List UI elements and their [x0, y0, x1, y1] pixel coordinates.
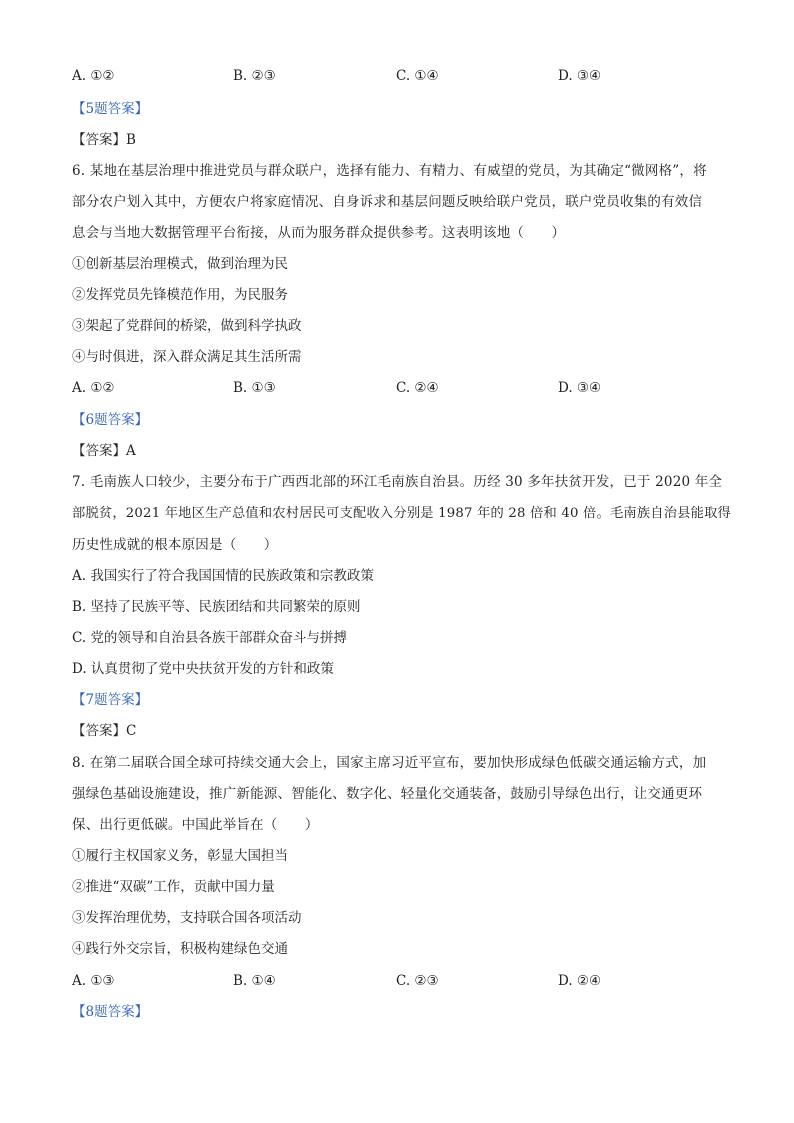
q7-choice-c: C. 党的领导和自治县各族干部群众奋斗与拼搏: [72, 630, 347, 646]
q6-statement-1: ①创新基层治理模式，做到治理为民: [72, 256, 288, 272]
q5-answer: 【答案】B: [72, 132, 136, 148]
q8-statement-2: ②推进“双碳”工作，贡献中国力量: [72, 879, 275, 895]
q8-stem-line-1: 8. 在第二届联合国全球可持续交通大会上，国家主席习近平宣布，要加快形成绿色低碳交通运输方式，加: [72, 755, 707, 771]
q6-answer-header: 【6题答案】: [72, 412, 149, 428]
q6-option-c: C. ②④: [396, 380, 439, 396]
q6-stem-line-1: 6. 某地在基层治理中推进党员与群众联户，选择有能力、有精力、有威望的党员，为其确定“微网格”，将: [72, 163, 707, 179]
q5-option-a: A. ①②: [72, 68, 115, 84]
q6-answer: 【答案】A: [72, 443, 136, 459]
q8-stem-line-2: 强绿色基础设施建设，推广新能源、智能化、数字化、轻量化交通装备，鼓励引导绿色出行，让交通更环: [72, 786, 703, 802]
q6-stem-line-3: 息会与当地大数据管理平台衔接，从而为服务群众提供参考。这表明该地（ ）: [72, 225, 566, 241]
q6-option-d: D. ③④: [558, 380, 602, 396]
q7-choice-d: D. 认真贯彻了党中央扶贫开发的方针和政策: [72, 661, 334, 677]
q7-stem-line-1: 7. 毛南族人口较少，主要分布于广西西北部的环江毛南族自治县。历经 30 多年扶贫开发，已于 2020 年全: [72, 474, 723, 490]
q7-choice-a: A. 我国实行了符合我国国情的民族政策和宗教政策: [72, 568, 374, 584]
q8-option-a: A. ①③: [72, 973, 115, 989]
q8-stem-line-3: 保、出行更低碳。中国此举旨在（ ）: [72, 817, 319, 833]
q8-answer-header: 【8题答案】: [72, 1004, 149, 1020]
q7-stem-line-3: 历史性成就的根本原因是（ ）: [72, 537, 278, 553]
q6-stem-line-2: 部分农户划入其中，方便农户将家庭情况、自身诉求和基层问题反映给联户党员，联户党员收集的有效信: [72, 194, 703, 210]
q6-option-a: A. ①②: [72, 380, 115, 396]
q5-option-b: B. ②③: [233, 68, 276, 84]
q8-option-c: C. ②③: [396, 973, 439, 989]
q7-choice-b: B. 坚持了民族平等、民族团结和共同繁荣的原则: [72, 599, 361, 615]
q6-statement-3: ③架起了党群间的桥梁，做到科学执政: [72, 318, 302, 334]
q8-option-d: D. ②④: [558, 973, 602, 989]
q5-answer-header: 【5题答案】: [72, 101, 149, 117]
q6-statement-2: ②发挥党员先锋模范作用，为民服务: [72, 287, 288, 303]
q7-answer: 【答案】C: [72, 723, 137, 739]
q6-statement-4: ④与时俱进，深入群众满足其生活所需: [72, 349, 302, 365]
q8-statement-3: ③发挥治理优势，支持联合国各项活动: [72, 910, 302, 926]
q5-option-d: D. ③④: [558, 68, 602, 84]
q8-statement-4: ④践行外交宗旨，积极构建绿色交通: [72, 941, 288, 957]
q7-stem-line-2: 部脱贫，2021 年地区生产总值和农村居民可支配收入分别是 1987 年的 28 倍和 40 倍。毛南族自治县能取得: [72, 506, 731, 521]
q6-option-b: B. ①③: [233, 380, 276, 396]
q8-option-b: B. ①④: [233, 973, 276, 989]
q7-answer-header: 【7题答案】: [72, 692, 149, 708]
q5-option-c: C. ①④: [396, 68, 439, 84]
q8-statement-1: ①履行主权国家义务，彰显大国担当: [72, 848, 288, 864]
